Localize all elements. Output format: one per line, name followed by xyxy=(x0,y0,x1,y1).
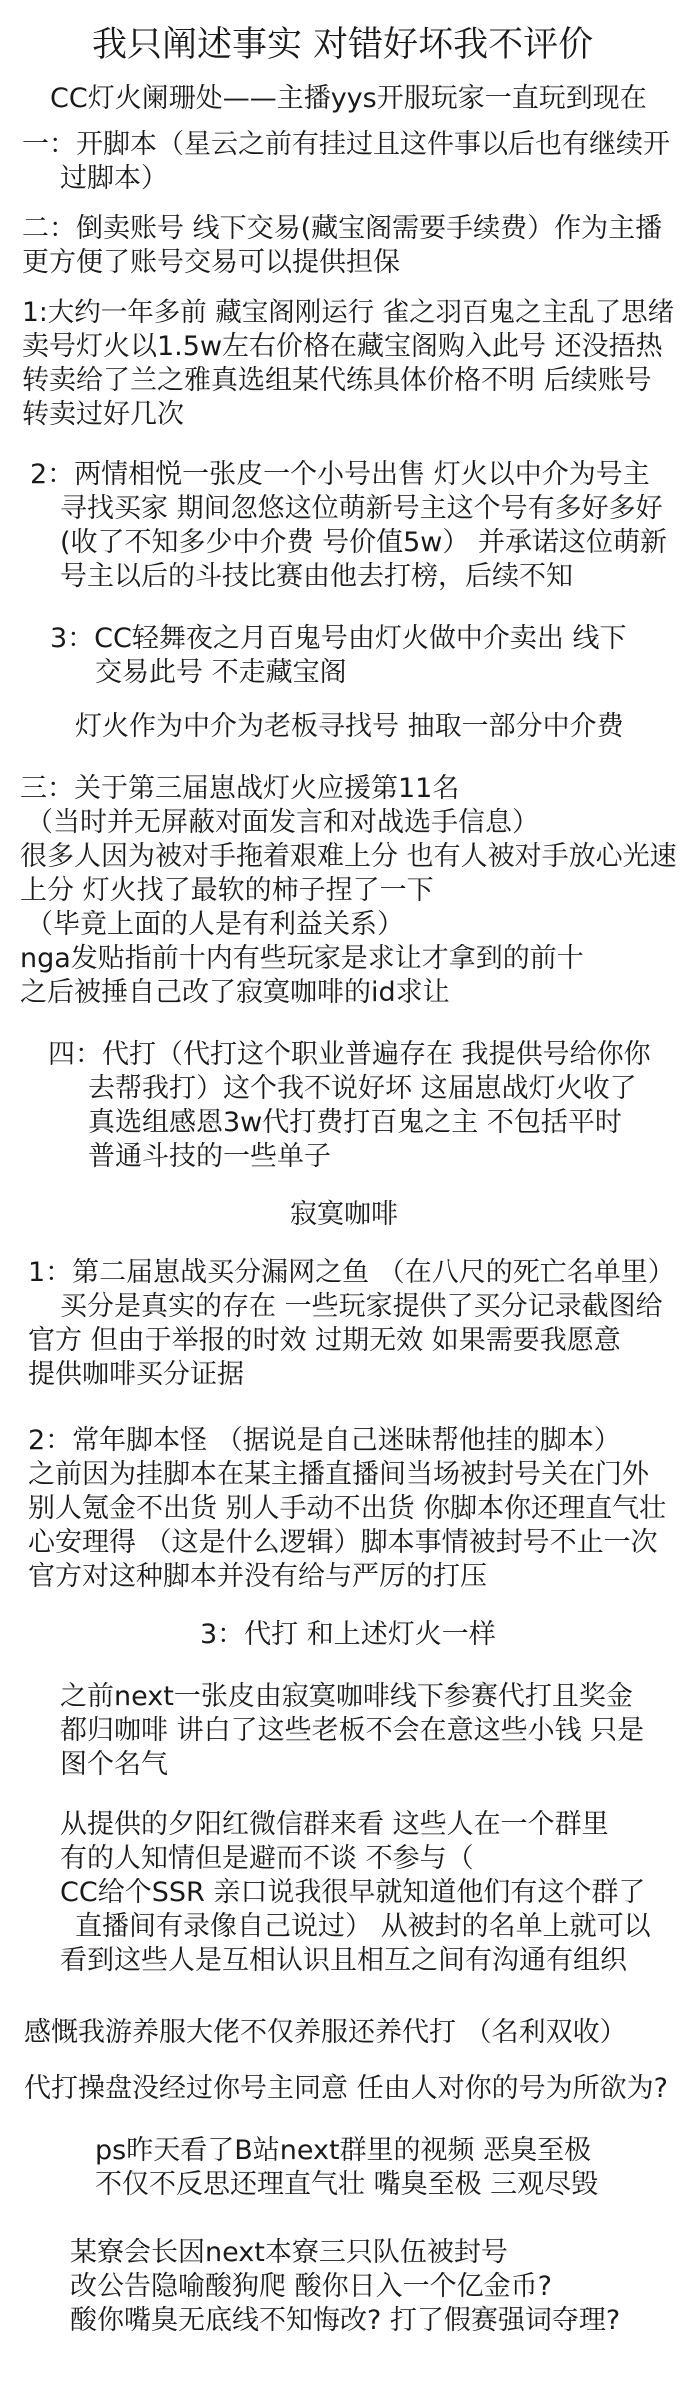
text-line: 号主以后的斗技比赛由他去打榜，后续不知 xyxy=(60,561,573,592)
text-line: 转卖给了兰之雅真选组某代练具体价格不明 后续账号 xyxy=(22,365,652,396)
text-line: 去帮我打）这个我不说好坏 这届崽战灯火收了 xyxy=(88,1073,637,1104)
text-line: 1：第二届崽战买分漏网之鱼 （在八尺的死亡名单里） xyxy=(28,1257,675,1288)
text-line: 改公告隐喻酸狗爬 酸你日入一个亿金币? xyxy=(70,2271,552,2302)
text-line: 很多人因为被对手拖着艰难上分 也有人被对手放心光速 xyxy=(20,841,677,872)
text-line: 2：常年脚本怪 （据说是自己迷昧帮他挂的脚本） xyxy=(28,1425,621,1456)
text-line: 真选组感恩3w代打费打百鬼之主 不包括平时 xyxy=(88,1107,622,1138)
text-line: 酸你嘴臭无底线不知悔改? 打了假赛强词夺理? xyxy=(70,2305,621,2336)
text-line: 直播间有录像自己说过） 从被封的名单上就可以 xyxy=(75,1911,651,1942)
text-line: ps昨天看了B站next群里的视频 恶臭至极 xyxy=(95,2135,592,2166)
text-line: 之前next一张皮由寂寞咖啡线下参赛代打且奖金 xyxy=(60,1681,633,1712)
text-line: 提供咖啡买分证据 xyxy=(28,1359,244,1390)
text-line: 四：代打（代打这个职业普遍存在 我提供号给你你 xyxy=(48,1039,651,1070)
text-line: 不仅不反思还理直气壮 嘴臭至极 三观尽毁 xyxy=(95,2169,599,2200)
text-line: 别人氪金不出货 别人手动不出货 你脚本你还理直气壮 xyxy=(28,1493,667,1524)
page-title: 我只阐述事实 对错好坏我不评价 xyxy=(92,25,594,65)
text-line: 普通斗技的一些单子 xyxy=(88,1141,331,1172)
text-line: 从提供的夕阳红微信群来看 这些人在一个群里 xyxy=(60,1809,609,1840)
text-line: 官方对这种脚本并没有给与严厉的打压 xyxy=(28,1561,487,1592)
text-line: 心安理得 （这是什么逻辑）脚本事情被封号不止一次 xyxy=(28,1527,658,1558)
text-line: 3：代打 和上述灯火一样 xyxy=(200,1619,496,1650)
text-line: （毕竟上面的人是有利益关系） xyxy=(26,909,404,940)
section-heading: 寂寞咖啡 xyxy=(290,1199,398,1230)
text-line: 官方 但由于举报的时效 过期无效 如果需要我愿意 xyxy=(28,1325,621,1356)
text-line: 都归咖啡 讲白了这些老板不会在意这些小钱 只是 xyxy=(60,1715,645,1746)
text-line: CC给个SSR 亲口说我很早就知道他们有这个群了 xyxy=(60,1877,646,1908)
text-line: 某寮会长因next本寮三只队伍被封号 xyxy=(70,2237,508,2268)
text-line: 之前因为挂脚本在某主播直播间当场被封号关在门外 xyxy=(28,1459,649,1490)
text-line: 1:大约一年多前 藏宝阁刚运行 雀之羽百鬼之主乱了思绪 xyxy=(22,297,675,328)
text-line: 灯火作为中介为老板寻找号 抽取一部分中介费 xyxy=(75,711,624,742)
text-line: 交易此号 不走藏宝阁 xyxy=(95,657,347,688)
text-line: 图个名气 xyxy=(60,1749,168,1780)
text-line: nga发贴指前十内有些玩家是求让才拿到的前十 xyxy=(20,943,584,974)
text-line: 有的人知情但是避而不谈 不参与（ xyxy=(60,1843,474,1874)
text-line: 上分 灯火找了最软的柿子捏了一下 xyxy=(20,875,434,906)
text-line: 3：CC轻舞夜之月百鬼号由灯火做中介卖出 线下 xyxy=(50,623,627,654)
text-line: （当时并无屏蔽对面发言和对战选手信息） xyxy=(26,807,539,838)
text-line: 2：两情相悦一张皮一个小号出售 灯火以中介为号主 xyxy=(30,459,650,490)
page-subtitle: CC灯火阑珊处——主播yys开服玩家一直玩到现在 xyxy=(50,83,647,114)
text-line: 一：开脚本（星云之前有挂过且这件事以后也有继续开 xyxy=(22,129,670,160)
text-line: 感慨我游养服大佬不仅养服还养代打 （名利双收） xyxy=(24,2017,627,2048)
text-line: 卖号灯火以1.5w左右价格在藏宝阁购入此号 还没捂热 xyxy=(22,331,663,362)
text-line: 二：倒卖账号 线下交易(藏宝阁需要手续费）作为主播 xyxy=(22,213,663,244)
text-line: 买分是真实的存在 一些玩家提供了买分记录截图给 xyxy=(60,1291,663,1322)
text-line: 更方便了账号交易可以提供担保 xyxy=(22,247,400,278)
text-line: 代打操盘没经过你号主同意 任由人对你的号为所欲为? xyxy=(24,2073,668,2104)
text-line: 过脚本） xyxy=(60,163,168,194)
text-line: 三：关于第三届崽战灯火应援第11名 xyxy=(20,773,460,804)
text-line: 看到这些人是互相认识且相互之间有沟通有组织 xyxy=(60,1945,627,1976)
text-line: (收了不知多少中介费 号价值5w） 并承诺这位萌新 xyxy=(60,527,667,558)
text-line: 寻找买家 期间忽悠这位萌新号主这个号有多好多好 xyxy=(60,493,663,524)
text-line: 之后被捶自己改了寂寞咖啡的id求让 xyxy=(20,977,450,1008)
text-line: 转卖过好几次 xyxy=(22,399,184,430)
